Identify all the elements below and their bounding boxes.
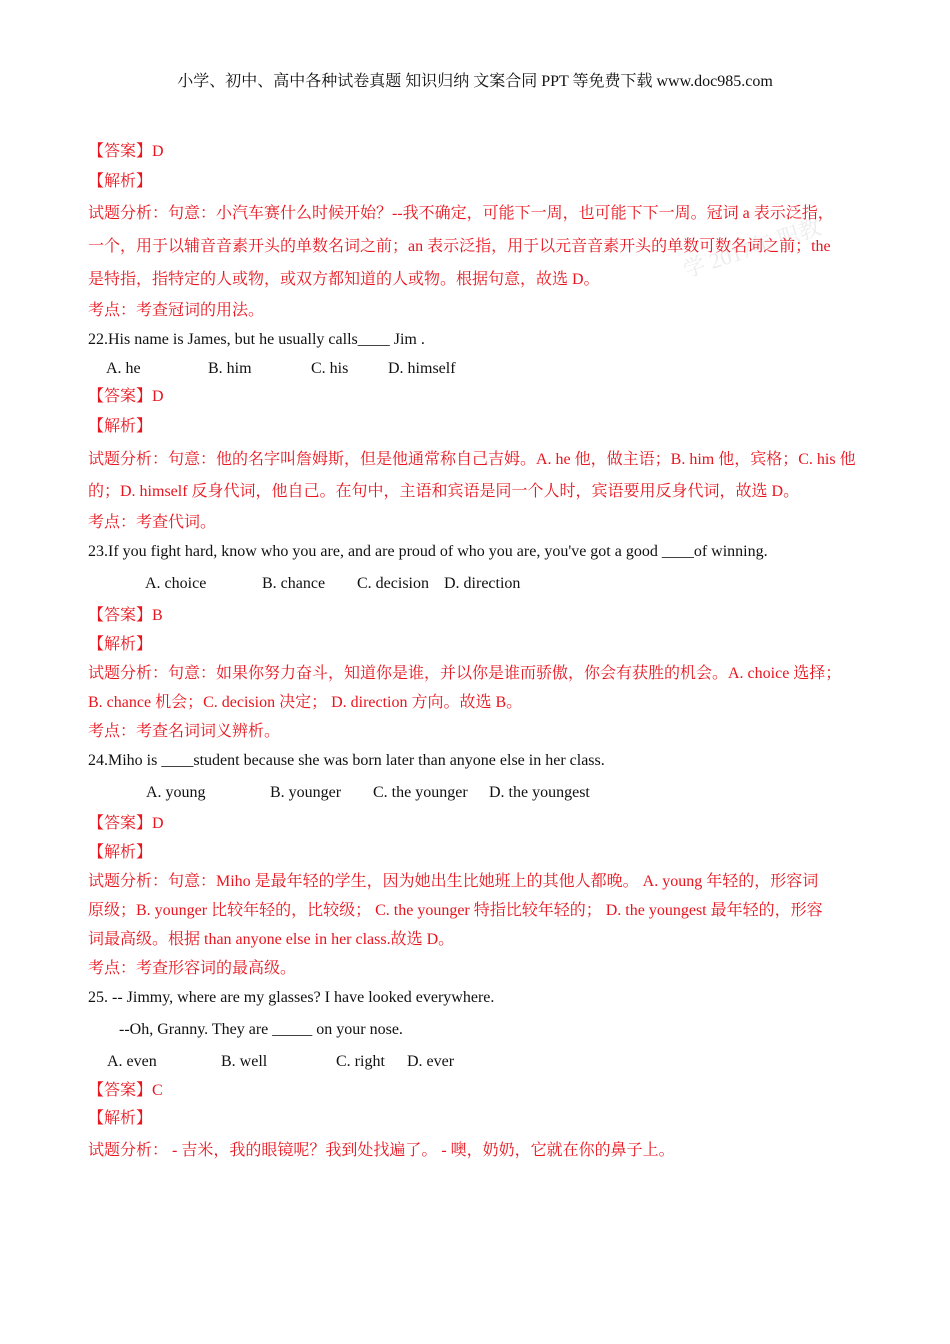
option: C. the younger: [373, 784, 468, 801]
option: A. choice: [145, 575, 207, 592]
analysis-label: 【解析】: [88, 173, 153, 190]
analysis-line: 的；D. himself 反身代词，他自己。在句中，主语和宾语是同一个人时，宾语要用反身代词，故选 D。: [88, 483, 800, 500]
analysis-line: 试题分析：句意：他的名字叫詹姆斯，但是他通常称自己吉姆。A. he 他，做主语；B. him 他，宾格；C. his 他: [88, 451, 856, 468]
analysis-line: 原级；B. younger 比较年轻的，比较级； C. the younger 特指比较年轻的； D. the youngest 最年轻的，形容: [88, 902, 823, 919]
option: A. even: [107, 1053, 157, 1070]
analysis-line: 试题分析：句意：如果你努力奋斗，知道你是谁，并以你是谁而骄傲，你会有获胜的机会。A. choice 选择；: [88, 665, 842, 682]
point-label: 考点：考查冠词的用法。: [88, 302, 265, 319]
option: B. younger: [270, 784, 342, 801]
question-stem: 23.If you fight hard, know who you are, and are proud of who you are, you've got a good ____of winning.: [88, 543, 768, 560]
option: B. chance: [262, 575, 326, 592]
option: B. him: [208, 360, 252, 377]
answer-label: 【答案】D: [88, 143, 164, 160]
analysis-label: 【解析】: [88, 418, 153, 435]
option: C. decision: [357, 575, 429, 592]
point-label: 考点：考查名词词义辨析。: [88, 723, 281, 740]
analysis-label: 【解析】: [88, 1110, 153, 1127]
option: B. well: [221, 1053, 268, 1070]
answer-label: 【答案】B: [88, 607, 163, 624]
answer-label: 【答案】C: [88, 1082, 163, 1099]
question-stem: 24.Miho is ____student because she was born later than anyone else in her class.: [88, 752, 605, 769]
answer-label: 【答案】D: [88, 388, 164, 405]
option: D. the youngest: [489, 784, 590, 801]
page-header: 小学、初中、高中各种试卷真题 知识归纳 文案合同 PPT 等免费下载 www.doc985.com: [177, 73, 773, 90]
analysis-label: 【解析】: [88, 636, 153, 653]
analysis-line: 词最高级。根据 than anyone else in her class.故选 D。: [88, 931, 455, 948]
point-label: 考点：考查代词。: [88, 514, 217, 531]
option: D. himself: [388, 360, 456, 377]
point-label: 考点：考查形容词的最高级。: [88, 960, 297, 977]
analysis-line: 一个，用于以辅音音素开头的单数名词之前；an 表示泛指，用于以元音音素开头的单数可数名词之前；the: [88, 238, 831, 255]
question-stem-dialog: --Oh, Granny. They are _____ on your nose.: [119, 1021, 403, 1038]
question-stem: 25. -- Jimmy, where are my glasses? I have looked everywhere.: [88, 989, 495, 1006]
question-stem: 22.His name is James, but he usually calls____ Jim .: [88, 331, 425, 348]
option: C. his: [311, 360, 349, 377]
option: D. ever: [407, 1053, 455, 1070]
analysis-line: 试题分析：句意：小汽车赛什么时候开始？--我不确定，可能下一周，也可能下下一周。冠词 a 表示泛指，: [88, 205, 834, 222]
option: C. right: [336, 1053, 385, 1070]
analysis-line: 是特指，指特定的人或物，或双方都知道的人或物。根据句意，故选 D。: [88, 271, 600, 288]
option: A. young: [146, 784, 206, 801]
option: D. direction: [444, 575, 521, 592]
analysis-label: 【解析】: [88, 844, 153, 861]
analysis-line: 试题分析：句意：Miho 是最年轻的学生，因为她出生比她班上的其他人都晚。 A. young 年轻的，形容词: [88, 873, 819, 890]
analysis-line: B. chance 机会；C. decision 决定； D. direction 方向。故选 B。: [88, 694, 523, 711]
watermark: 学 2017年 职教: [679, 214, 824, 283]
answer-label: 【答案】D: [88, 815, 164, 832]
option: A. he: [106, 360, 141, 377]
analysis-line: 试题分析： - 吉米，我的眼镜呢？我到处找遍了。 - 噢，奶奶，它就在你的鼻子上。: [88, 1142, 675, 1159]
